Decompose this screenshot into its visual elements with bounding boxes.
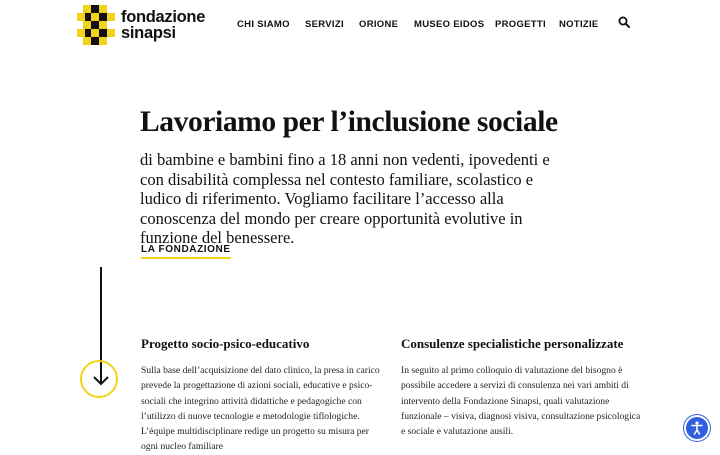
service-card-educational bbox=[141, 336, 381, 455]
service-title: Progetto socio-psico-educativo bbox=[141, 336, 310, 351]
nav-notizie[interactable]: NOTIZIE bbox=[559, 18, 599, 30]
service-card-consulting bbox=[401, 336, 641, 439]
checker-logo-icon bbox=[77, 5, 117, 45]
search-icon[interactable] bbox=[618, 16, 630, 28]
service-text: Sulla base dell’acquisizione del dato clinico, la presa in carico prevede la progettazione di azioni sociali, educative e psico-sociali che integrino attività didattiche e pedagogiche con l’utilizzo di nuove tecnologie e metodologie tiflologiche. L’équipe multidisciplinare redige un progetto su misura per ogni nucleo familiare bbox=[141, 365, 380, 453]
hero-text: di bambine e bambini fino a 18 anni non vedenti, ipovedenti e con disabilità complessa nel contesto familiare, scolastico e ludico di riferimento. Vogliamo facilitare l’accesso alla conoscenza del mondo per creare opportunità evolutive in funzione del benessere. bbox=[140, 150, 550, 247]
logo-line-2: sinapsi bbox=[121, 24, 176, 42]
scroll-line bbox=[100, 267, 102, 370]
nav-museo-eidos[interactable]: MUSEO EIDOS bbox=[414, 18, 485, 30]
site-header bbox=[0, 0, 720, 50]
site-logo[interactable] bbox=[77, 5, 207, 47]
arrow-down-icon bbox=[91, 365, 111, 389]
accessibility-icon bbox=[689, 420, 705, 436]
service-title: Consulenze specialistiche personalizzate bbox=[401, 336, 624, 351]
accessibility-button[interactable] bbox=[686, 417, 708, 439]
logo-wordmark bbox=[121, 9, 205, 41]
service-text: In seguito al primo colloquio di valutazione del bisogno è possibile accedere a servizi di consulenza nei vari ambiti di intervento della Fondazione Sinapsi, quali valutazione funzionale – visiva, diagnosi visiva, consultazione psicologica e sociale e valutazione ausili. bbox=[401, 365, 641, 438]
nav-chi-siamo[interactable]: CHI SIAMO bbox=[237, 18, 290, 30]
la-fondazione-link[interactable]: LA FONDAZIONE bbox=[141, 244, 231, 259]
nav-orione[interactable]: ORIONE bbox=[359, 18, 399, 30]
logo-line-1: fondazione bbox=[121, 8, 206, 26]
hero-title: Lavoriamo per l’inclusione sociale bbox=[140, 106, 558, 138]
nav-progetti[interactable]: PROGETTI bbox=[495, 18, 546, 30]
nav-servizi[interactable]: SERVIZI bbox=[305, 18, 344, 30]
